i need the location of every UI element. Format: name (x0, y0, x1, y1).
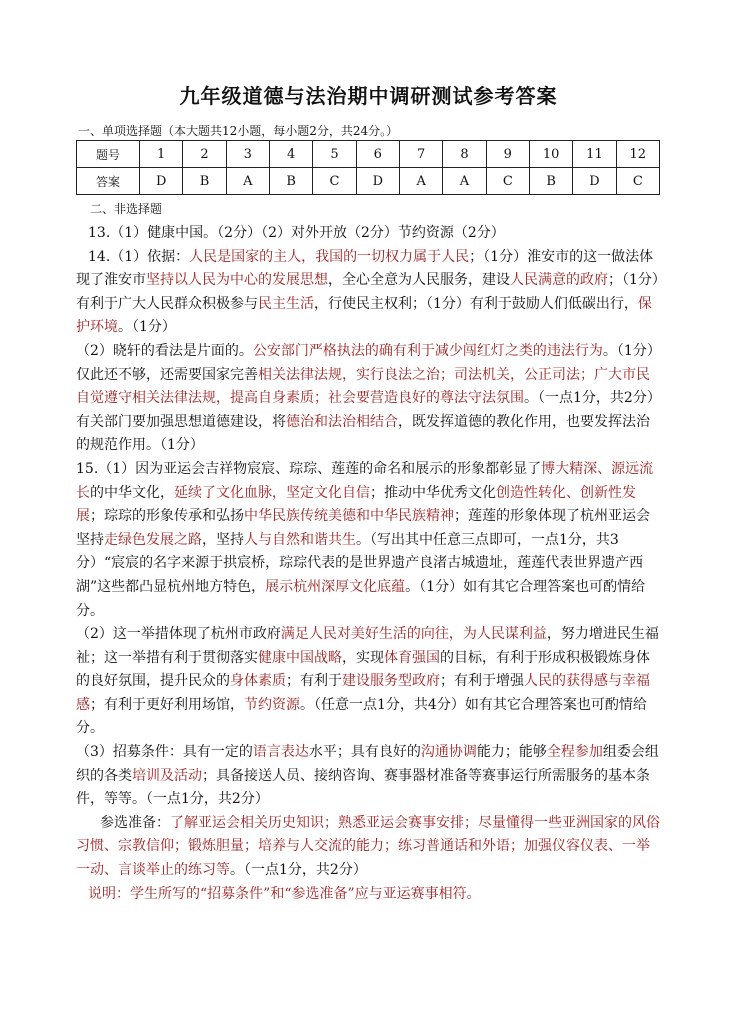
answer-cell: D (140, 168, 183, 195)
text: 15.（1）因为亚运会吉祥物宸宸、琮琮、莲莲的命名和展示的形象都彰显了 (76, 460, 542, 477)
text: ；具备接送人员、接纳咨询、赛事器材准备等赛事运行所需服务的基本条件，等等。（一点1分，共2分） (76, 767, 650, 808)
answer-cell: C (313, 168, 356, 195)
answer-body (76, 222, 662, 906)
text: ；有利于 (286, 673, 342, 690)
key-point: 建设服务型政府 (342, 673, 440, 690)
key-point: 民主生活 (258, 295, 314, 312)
text: 的目标，有利于形成积极锻炼身体的良好氛围，提升民众的 (76, 649, 650, 690)
key-point: 创造性转化、创新性发展 (76, 484, 636, 525)
text: 能力；能够 (476, 744, 547, 761)
text: ；有利于增强 (440, 673, 524, 690)
answer-cell: C (616, 168, 659, 195)
text: 水平；具有良好的 (308, 744, 421, 761)
key-point: 博大精深、源远流长 (76, 460, 654, 501)
question-number: 6 (356, 141, 399, 168)
key-point: 人民的获得感与幸福感 (76, 673, 650, 713)
text: ；有利于更好利用场馆， (90, 696, 244, 713)
key-point: 体育强国 (384, 649, 440, 666)
key-point: 展示杭州深厚文化底蕴 (265, 578, 406, 595)
text: 。（一点1分，共2分） (230, 862, 367, 879)
key-point: 公安部门严格执法的确有利于减少闯红灯之类的违法行为 (252, 342, 603, 359)
section-two-heading: 二、非选择题 (90, 202, 163, 216)
text: 14.（1）依据： (88, 248, 190, 265)
key-point: 沟通协调 (420, 744, 477, 761)
answer-cell: B (183, 168, 226, 195)
text: 的中华文化， (90, 484, 174, 501)
key-point: 人民是国家的主人，我国的一切权力属于人民 (189, 248, 470, 265)
question-number: 11 (573, 141, 616, 168)
text: ，全心全意为人民服务，建设 (328, 272, 510, 289)
text: 。（1分） (118, 319, 176, 336)
answer-table (76, 140, 660, 195)
text: 。（一点1分，共2分）有关部门要加强思想道德建设，将 (76, 390, 661, 430)
key-point: 节约资源 (244, 696, 300, 713)
answer-cell: B (269, 168, 312, 195)
key-point: 中华民族传统美德和中华民族精神 (244, 508, 454, 525)
answer-cell: A (226, 168, 269, 195)
question-number: 12 (616, 141, 659, 168)
key-point: 保护环境 (76, 295, 652, 336)
section-one-heading: 一、单项选择题（本大题共12小题，每小题2分，共24分。） (78, 124, 399, 138)
text: ；（1分）淮安市的这一做法体现了淮安市 (76, 248, 654, 289)
answer-cell: D (573, 168, 616, 195)
answer-cell: B (529, 168, 572, 195)
answer-note (76, 883, 662, 907)
document-title: 九年级道德与法治期中调研测试参考答案 (179, 84, 558, 108)
table-row-numbers (77, 141, 660, 168)
text: 。（写出其中任意三点即可，一点1分，共3分）“宸宸的名字来源于拱宸桥，琮琮代表的是世界遗产良渚古城遗址，莲莲代表世界遗产西湖”这些都凸显杭州地方特色， (76, 531, 644, 595)
text: 参选准备： (100, 814, 170, 831)
text: ；（1分）有利于广大人民群众积极参与 (76, 272, 659, 312)
question-number: 5 (313, 141, 356, 168)
answer-cell: A (399, 168, 442, 195)
key-point: 语言表达 (252, 744, 309, 761)
key-point: 健康中国战略 (258, 649, 342, 666)
text: 。（任意一点1分，共4分）如有其它合理答案也可酌情给分。 (76, 696, 647, 737)
text: ，实现 (342, 649, 384, 666)
key-point: 满足人民对美好生活的向往，为人民谋利益 (280, 626, 547, 643)
key-point: 坚持以人民为中心的发展思想 (146, 272, 328, 289)
key-point: 人与自然和谐共生 (244, 531, 356, 548)
row-header: 答案 (77, 168, 140, 195)
answer-q15-prep (76, 812, 662, 883)
text: ，既发挥道德的教化作用，也要发挥法治的规范作用。（1分） (76, 413, 650, 454)
question-number: 4 (269, 141, 312, 168)
note-text: 说明：学生所写的“招募条件”和“参选准备”应与亚运赛事相符。 (88, 885, 481, 902)
text: ；推动中华优秀文化 (370, 484, 496, 501)
question-number: 10 (529, 141, 572, 168)
text: （3）招募条件：具有一定的 (76, 744, 253, 761)
key-point: 走绿色发展之路 (104, 531, 202, 548)
question-number: 2 (183, 141, 226, 168)
question-number: 9 (486, 141, 529, 168)
key-point: 人民满意的政府 (510, 272, 608, 289)
question-number: 7 (399, 141, 442, 168)
text: （2）晓轩的看法是片面的。 (76, 342, 253, 359)
answer-q13: 13.（1）健康中国。（2分）（2）对外开放（2分）节约资源（2分） (88, 225, 505, 241)
text: ，行使民主权利；（1分）有利于鼓励人们低碳出行， (314, 295, 638, 312)
text: ，坚持 (202, 531, 244, 548)
key-point: 培训及活动 (132, 767, 202, 784)
key-point: 德治和法治相结合 (286, 413, 398, 430)
answer-q15-2 (76, 623, 662, 741)
text: ；琮琮的形象传承和弘扬 (90, 508, 244, 525)
answer-cell: C (486, 168, 529, 195)
text: ，努力增进民生福祉；这一举措有利于贯彻落实 (76, 626, 659, 666)
table-row-answers (77, 168, 660, 195)
key-point: 全程参加 (546, 744, 603, 761)
question-number: 8 (443, 141, 486, 168)
row-header: 题号 (77, 141, 140, 168)
key-point: 延续了文化血脉，坚定文化自信 (174, 484, 370, 501)
key-point: 身体素质 (230, 673, 286, 690)
answer-q14-1 (76, 246, 662, 340)
answer-q15-3 (76, 741, 662, 812)
answer-cell: A (443, 168, 486, 195)
answer-q15-1 (76, 458, 662, 623)
text: （2）这一举措体现了杭州市政府 (76, 626, 281, 643)
answer-q14-2 (76, 340, 662, 458)
key-point: 了解亚运会相关历史知识；熟悉亚运会赛事安排；尽量懂得一些亚洲国家的风俗习惯、宗教信仰；锻炼胆量；培养与人交流的能力；练习普通话和外语；加强仪容仪表、一举一动、言谈举止的练习等 (76, 814, 660, 879)
answer-cell: D (356, 168, 399, 195)
key-point: 相关法律法规，实行良法之治；司法机关，公正司法；广大市民自觉遵守相关法律法规，提高自身素质；社会要营造良好的尊法守法氛围 (76, 366, 650, 407)
question-number: 1 (140, 141, 183, 168)
text: 。（1分）仅此还不够，还需要国家完善 (76, 342, 661, 383)
text: 组委会组织的各类 (76, 744, 659, 784)
text: 。（1分）如有其它合理答案也可酌情给分。 (76, 578, 646, 619)
question-number: 3 (226, 141, 269, 168)
text: ；莲莲的形象体现了杭州亚运会坚持 (76, 508, 650, 548)
